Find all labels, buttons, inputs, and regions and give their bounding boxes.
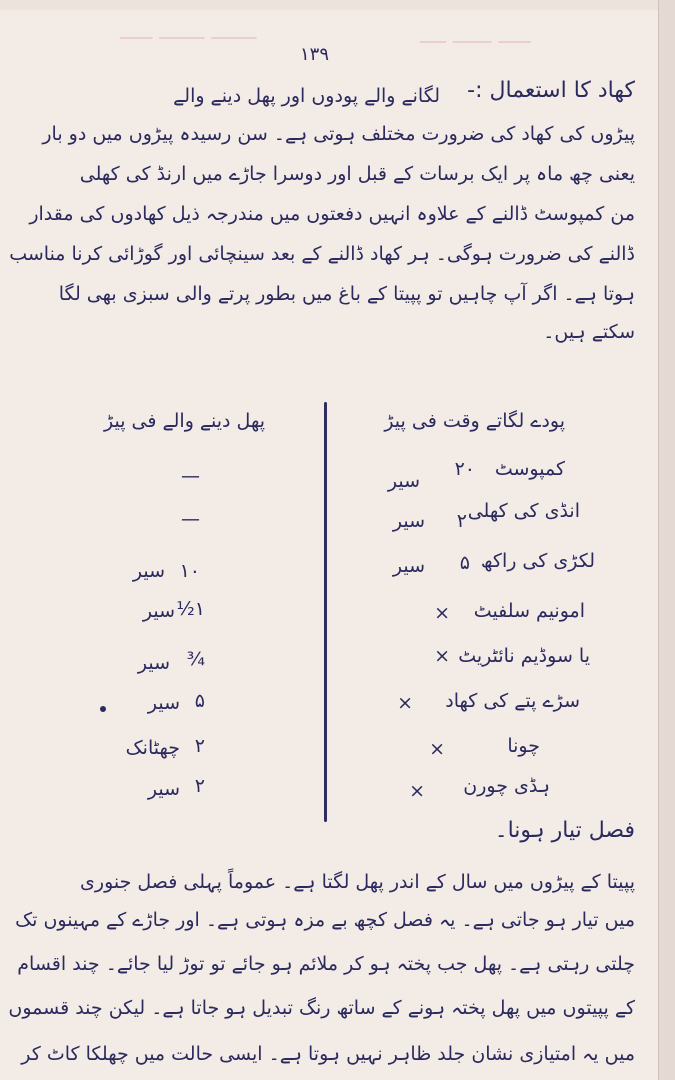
item-name: ہڈی چورن: [463, 775, 550, 797]
item-quantity: ×: [409, 780, 425, 802]
bleed-through-text: ـــــ ــــــ ــــ: [420, 24, 531, 49]
item-quantity: ×: [434, 602, 450, 624]
paragraph-line: من کمپوسٹ ڈالنے کے علاوہ انہیں دفعتوں میں مندرجہ ذیل کھادوں کی مقدار: [29, 203, 635, 225]
item-quantity: ×: [397, 692, 413, 714]
paragraph-line: یعنی چھ ماہ پر ایک برسات کے قبل اور دوسرا جاڑے میں ارنڈ کی کھلی: [79, 163, 635, 185]
paragraph-line: سکتے ہیں۔: [543, 321, 635, 343]
section-heading-harvest: فصل تیار ہونا۔: [494, 818, 635, 843]
paragraph-line: کے پپیتوں میں پھل پختہ ہونے کے ساتھ رنگ تبدیل ہو جاتا ہے۔ لیکن چند قسموں: [8, 997, 635, 1019]
left-quantity: ۱۰: [179, 560, 200, 582]
item-quantity: ۲: [456, 510, 467, 532]
paragraph-line: ڈالنے کی ضرورت ہوگی۔ ہر کھاد ڈالنے کے بعد سینچائی اور گوڑائی کرنا مناسب: [9, 243, 635, 265]
paragraph-line: میں یہ امتیازی نشان جلد ظاہر نہیں ہوتا ہے۔ ایسی حالت میں چھلکا کاٹ کر: [21, 1043, 635, 1065]
column-divider: [324, 402, 327, 822]
item-quantity: ×: [434, 645, 450, 667]
bleed-through-text: ـــــــ ـــــــ ـــــ: [120, 20, 257, 45]
right-column-header: پودے لگاتے وقت فی پیڑ: [384, 410, 565, 432]
paragraph-line: پپیتا کے پیڑوں میں سال کے اندر پھل لگتا ہے۔ عموماً پہلی فصل جنوری: [80, 871, 635, 893]
paragraph-line: چلتی رہتی ہے۔ پھل جب پختہ ہو کر ملائم ہو جائے تو توڑ لیا جائے۔ چند اقسام: [17, 953, 635, 975]
paragraph-line: میں تیار ہو جاتی ہے۔ یہ فصل کچھ بے مزہ ہوتی ہے۔ اور جاڑے کے مہینوں تک: [15, 909, 635, 931]
item-name: انڈی کی کھلی: [467, 500, 580, 522]
left-quantity: ۲: [194, 735, 205, 757]
item-unit: سیر: [392, 555, 425, 577]
left-unit: —: [181, 465, 200, 487]
left-quantity: ¾: [186, 648, 205, 670]
paragraph-line: ہوتا ہے۔ اگر آپ چاہیں تو پپیتا کے باغ میں بطور پرتے والی سبزی بھی لگا: [58, 283, 635, 305]
left-column-header: پھل دینے والے فی پیڑ: [103, 410, 265, 432]
left-quantity: ۱½: [176, 598, 205, 620]
paragraph-line: پیڑوں کی کھاد کی ضرورت مختلف ہوتی ہے۔ سن رسیدہ پیڑوں میں دو بار: [42, 123, 635, 145]
left-quantity: ۵: [194, 690, 205, 712]
item-name: یا سوڈیم نائٹریٹ: [458, 645, 590, 667]
page-binding-edge: [658, 0, 675, 1080]
left-unit: چھٹانک: [125, 737, 180, 759]
item-quantity: ×: [429, 738, 445, 760]
left-unit: سیر: [147, 692, 180, 714]
left-unit: سیر: [132, 560, 165, 582]
left-unit: سیر: [137, 652, 170, 674]
page-top-edge: [0, 0, 675, 10]
item-name: سڑے پتے کی کھاد: [445, 690, 580, 712]
item-name: لکڑی کی راکھ: [480, 550, 595, 572]
left-unit: سیر: [147, 778, 180, 800]
item-quantity: ۲۰: [454, 458, 475, 480]
page-number: ۱۳۹: [300, 44, 330, 65]
ink-dot: [100, 706, 106, 712]
item-name: چونا: [507, 735, 540, 757]
paragraph-line: لگانے والے پودوں اور پھل دینے والے: [173, 85, 440, 107]
left-unit: —: [181, 508, 200, 530]
left-quantity: ۲: [194, 775, 205, 797]
left-unit: سیر: [142, 600, 175, 622]
item-unit: سیر: [392, 510, 425, 532]
item-name: امونیم سلفیٹ: [473, 600, 585, 622]
item-unit: سیر: [387, 470, 420, 492]
item-name: کمپوسٹ: [494, 458, 565, 480]
item-quantity: ۵: [459, 552, 470, 574]
section-heading-fertilizer-use: کھاد کا استعمال :-: [467, 78, 635, 103]
